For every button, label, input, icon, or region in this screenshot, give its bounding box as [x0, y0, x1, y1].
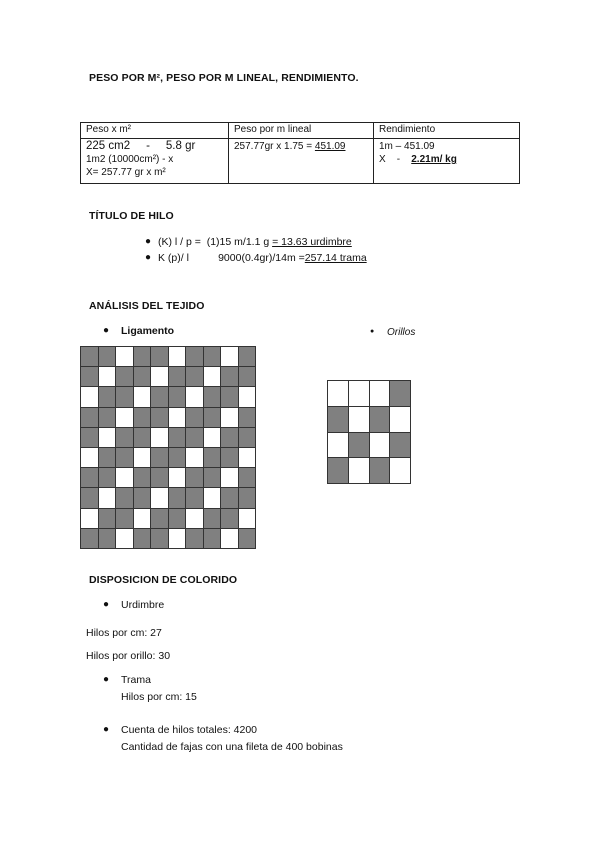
- weave-cell: [390, 407, 410, 432]
- weave-cell: [134, 448, 151, 467]
- weave-cell: [186, 448, 203, 467]
- weave-cell: [81, 428, 98, 447]
- weave-cell: [81, 367, 98, 386]
- table-header: Peso por m lineal: [229, 123, 374, 139]
- cell-text: X -: [379, 154, 412, 165]
- weave-cell: [169, 488, 186, 507]
- weave-cell: [169, 367, 186, 386]
- ligamento-label: Ligamento: [121, 325, 175, 337]
- weave-cell: [134, 408, 151, 427]
- weave-cell: [204, 408, 221, 427]
- weave-cell: [239, 367, 256, 386]
- weave-cell: [349, 458, 369, 483]
- weave-cell: [390, 458, 410, 483]
- weave-cell: [221, 448, 238, 467]
- bullet-icon: ●: [103, 599, 110, 610]
- weave-cell: [221, 367, 238, 386]
- weave-cell: [328, 407, 348, 432]
- weave-cell: [239, 408, 256, 427]
- weave-cell: [116, 428, 133, 447]
- weave-cell: [169, 509, 186, 528]
- weave-cell: [239, 347, 256, 366]
- weave-cell: [390, 381, 410, 406]
- weave-cell: [370, 433, 390, 458]
- weave-cell: [221, 408, 238, 427]
- weave-cell: [99, 408, 116, 427]
- cell-line: 1m2 (10000cm²) - x: [86, 154, 174, 165]
- cuenta-hilos-text: Cuenta de hilos totales: 4200: [121, 724, 258, 736]
- weave-cell: [81, 387, 98, 406]
- weave-cell: [169, 468, 186, 487]
- weave-cell: [186, 468, 203, 487]
- weave-cell: [134, 529, 151, 548]
- weave-cell: [221, 509, 238, 528]
- weave-cell: [81, 468, 98, 487]
- weave-cell: [221, 347, 238, 366]
- weave-cell: [239, 488, 256, 507]
- weave-cell: [186, 529, 203, 548]
- weave-cell: [134, 347, 151, 366]
- weave-cell: [204, 367, 221, 386]
- weave-cell: [116, 448, 133, 467]
- bullet-icon: ●: [145, 252, 152, 263]
- cell-value: 451.09: [314, 141, 346, 152]
- cell-line: 225 cm2 - 5.8 gr: [86, 140, 196, 152]
- weave-cell: [349, 381, 369, 406]
- weave-cell: [99, 448, 116, 467]
- bullet-icon: ●: [103, 724, 110, 735]
- bullet-icon: ●: [103, 674, 110, 685]
- cell-line: 1m – 451.09: [379, 141, 435, 152]
- weave-cell: [221, 529, 238, 548]
- weave-cell: [81, 408, 98, 427]
- weave-cell: [151, 468, 168, 487]
- weave-cell: [99, 509, 116, 528]
- bullet-icon: ●: [103, 325, 110, 336]
- formula-text: K (p)/ l 9000(0.4gr)/14m =: [158, 252, 305, 264]
- formula-result: 257.14 trama: [304, 252, 367, 264]
- weave-cell: [204, 529, 221, 548]
- table-header: Peso x m²: [81, 123, 229, 139]
- weave-cell: [186, 488, 203, 507]
- weave-cell: [116, 367, 133, 386]
- weave-cell: [239, 387, 256, 406]
- weave-cell: [116, 408, 133, 427]
- trama-label: Trama: [121, 674, 151, 686]
- table-row: [81, 139, 520, 184]
- weave-cell: [151, 347, 168, 366]
- weave-cell: [169, 408, 186, 427]
- weave-cell: [221, 428, 238, 447]
- weave-cell: [204, 347, 221, 366]
- weave-cell: [81, 488, 98, 507]
- weave-cell: [370, 381, 390, 406]
- weave-cell: [151, 488, 168, 507]
- bullet-icon: ●: [370, 328, 375, 335]
- weave-cell: [116, 387, 133, 406]
- weave-cell: [370, 458, 390, 483]
- hilos-cm-text: Hilos por cm: 27: [86, 627, 162, 639]
- cell-line: [379, 153, 514, 166]
- weave-cell: [204, 448, 221, 467]
- weave-cell: [349, 433, 369, 458]
- table-cell-peso-m2: [81, 139, 229, 184]
- weight-table: [80, 122, 520, 184]
- weave-cell: [186, 509, 203, 528]
- weave-cell: [134, 387, 151, 406]
- orillos-weave-grid: [327, 380, 411, 484]
- weave-cell: [99, 367, 116, 386]
- weave-cell: [239, 509, 256, 528]
- weave-cell: [204, 488, 221, 507]
- weave-cell: [169, 387, 186, 406]
- weave-cell: [151, 428, 168, 447]
- weave-cell: [99, 428, 116, 447]
- weave-cell: [134, 488, 151, 507]
- formula-line-1: [158, 236, 352, 248]
- cell-value: 2.21m/ kg: [411, 154, 457, 165]
- weave-cell: [186, 387, 203, 406]
- weave-cell: [204, 387, 221, 406]
- trama-hilos-text: Hilos por cm: 15: [121, 691, 197, 703]
- weave-cell: [186, 347, 203, 366]
- main-heading: PESO POR M², PESO POR M LINEAL, RENDIMIENTO.: [89, 72, 359, 84]
- ligamento-weave-grid: [80, 346, 256, 549]
- weave-cell: [239, 529, 256, 548]
- weave-cell: [151, 448, 168, 467]
- formula-line-2: [158, 252, 367, 264]
- bullet-icon: ●: [145, 236, 152, 247]
- weave-cell: [116, 529, 133, 548]
- weave-cell: [151, 529, 168, 548]
- weave-cell: [99, 387, 116, 406]
- weave-cell: [116, 509, 133, 528]
- formula-text: (K) l / p = (1)15 m/1.1 g: [158, 236, 273, 248]
- weave-cell: [151, 387, 168, 406]
- weave-cell: [239, 448, 256, 467]
- weave-cell: [204, 468, 221, 487]
- weave-cell: [239, 428, 256, 447]
- weave-cell: [186, 428, 203, 447]
- weave-cell: [151, 367, 168, 386]
- weave-cell: [169, 529, 186, 548]
- weave-cell: [99, 529, 116, 548]
- cantidad-fajas-text: Cantidad de fajas con una fileta de 400 bobinas: [121, 741, 343, 753]
- cell-line: X= 257.77 gr x m²: [86, 167, 166, 178]
- weave-cell: [370, 407, 390, 432]
- weave-cell: [186, 367, 203, 386]
- weave-cell: [169, 428, 186, 447]
- weave-cell: [204, 428, 221, 447]
- urdimbre-label: Urdimbre: [121, 599, 165, 611]
- weave-cell: [151, 408, 168, 427]
- weave-cell: [81, 448, 98, 467]
- weave-cell: [116, 468, 133, 487]
- weave-cell: [328, 381, 348, 406]
- weave-cell: [186, 408, 203, 427]
- weave-cell: [99, 488, 116, 507]
- section-heading-titulo: TÍTULO DE HILO: [89, 210, 174, 222]
- weave-cell: [116, 488, 133, 507]
- weave-cell: [221, 488, 238, 507]
- weave-cell: [221, 387, 238, 406]
- table-header-row: [81, 123, 520, 139]
- weave-cell: [151, 509, 168, 528]
- weave-cell: [134, 468, 151, 487]
- weave-cell: [204, 509, 221, 528]
- weave-cell: [328, 433, 348, 458]
- weave-cell: [116, 347, 133, 366]
- weave-cell: [134, 367, 151, 386]
- orillos-label: Orillos: [387, 327, 416, 338]
- weave-cell: [81, 529, 98, 548]
- weave-cell: [221, 468, 238, 487]
- formula-result: = 13.63 urdimbre: [272, 236, 352, 248]
- weave-cell: [390, 433, 410, 458]
- weave-cell: [169, 448, 186, 467]
- weave-cell: [81, 509, 98, 528]
- weave-cell: [99, 347, 116, 366]
- weave-cell: [328, 458, 348, 483]
- weave-cell: [81, 347, 98, 366]
- weave-cell: [134, 428, 151, 447]
- weave-cell: [349, 407, 369, 432]
- weave-cell: [134, 509, 151, 528]
- weave-cell: [239, 468, 256, 487]
- weave-cell: [99, 468, 116, 487]
- cell-text: 257.77gr x 1.75 =: [234, 141, 315, 152]
- hilos-orillo-text: Hilos por orillo: 30: [86, 650, 171, 662]
- weave-cell: [169, 347, 186, 366]
- section-heading-analisis: ANÁLISIS DEL TEJIDO: [89, 300, 205, 312]
- table-cell-peso-lineal: [229, 139, 374, 184]
- table-header: Rendimiento: [374, 123, 520, 139]
- table-cell-rendimiento: [374, 139, 520, 184]
- section-heading-colorido: DISPOSICION DE COLORIDO: [89, 574, 238, 586]
